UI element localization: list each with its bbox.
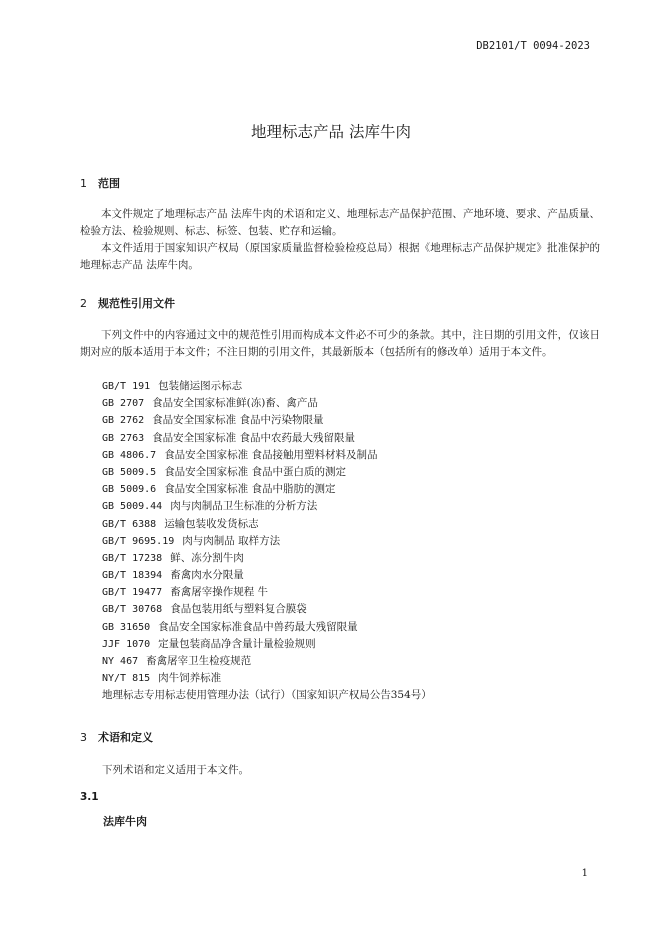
reference-code: GB 31650 <box>102 621 151 633</box>
term-name: 法库牛肉 <box>103 815 147 828</box>
reference-item <box>102 481 432 498</box>
reference-code: JJF 1070 <box>102 638 151 650</box>
section-3-intro: 下列术语和定义适用于本文件。 <box>102 764 249 776</box>
reference-item <box>102 533 432 550</box>
reference-item <box>102 584 432 601</box>
reference-name: 食品安全国家标准 食品中蛋白质的测定 <box>164 465 347 478</box>
reference-item <box>102 619 432 636</box>
reference-item <box>102 516 432 533</box>
reference-name: 食品安全国家标准 食品中脂肪的测定 <box>164 483 336 496</box>
reference-code: GB 2762 <box>102 415 145 427</box>
reference-item <box>102 498 432 515</box>
reference-name: 包装储运图示标志 <box>158 380 243 392</box>
reference-name: 畜禽屠宰操作规程 牛 <box>170 586 269 599</box>
reference-code: GB/T 191 <box>102 381 151 392</box>
reference-code: NY 467 <box>102 656 139 667</box>
reference-name: 食品包装用纸与塑料复合膜袋 <box>170 603 307 616</box>
reference-name: 食品安全国家标准鲜(冻)畜、禽产品 <box>152 397 318 410</box>
reference-name: 定量包装商品净含量计量检验规则 <box>158 637 316 650</box>
reference-item <box>102 601 432 618</box>
reference-item <box>102 412 432 429</box>
section-title: 术语和定义 <box>98 731 153 744</box>
reference-name: 肉与肉制品 取样方法 <box>182 534 281 547</box>
reference-code: GB/T 30768 <box>102 604 163 616</box>
reference-item <box>102 430 432 447</box>
section-number: 2 <box>80 297 87 310</box>
reference-code: GB 4806.7 <box>102 449 157 461</box>
section-1-paragraph-1: 本文件规定了地理标志产品 法库牛肉的术语和定义、地理标志产品保护范围、产地环境、要求、产品质量、检验方法、检验规则、标志、标签、包装、贮存和运输。 <box>80 208 600 237</box>
reference-name: 畜禽屠宰卫生检疫规范 <box>146 655 252 667</box>
reference-code: GB 2763 <box>102 432 145 444</box>
reference-code: GB 2707 <box>102 398 145 410</box>
reference-name: 肉牛饲养标准 <box>158 672 222 685</box>
section-number: 1 <box>80 177 87 190</box>
document-code: DB2101/T 0094-2023 <box>476 40 590 52</box>
document-title: 地理标志产品 法库牛肉 <box>251 123 411 141</box>
reference-code: GB/T 18394 <box>102 570 163 582</box>
reference-item <box>102 567 432 584</box>
reference-code: GB 5009.44 <box>102 501 163 513</box>
reference-code: GB/T 6388 <box>102 518 157 530</box>
reference-list <box>102 378 432 705</box>
section-1-paragraph-2: 本文件适用于国家知识产权局（原国家质量监督检验检疫总局）根据《地理标志产品保护规定》批准保护的地理标志产品 法库牛肉。 <box>80 242 600 271</box>
section-title: 范围 <box>98 177 120 190</box>
subclause-number: 3.1 <box>80 791 99 803</box>
reference-code: GB/T 17238 <box>102 552 163 564</box>
section-title: 规范性引用文件 <box>98 297 175 310</box>
reference-code: GB 5009.5 <box>102 466 157 478</box>
reference-code: GB/T 19477 <box>102 587 163 599</box>
reference-name: 食品安全国家标准 食品接触用塑料材料及制品 <box>164 448 378 461</box>
section-2-intro: 下列文件中的内容通过文中的规范性引用而构成本文件必不可少的条款。其中，注日期的引用文件，仅该日期对应的版本适用于本文件；不注日期的引用文件，其最新版本（包括所有的修改单）适用于本文件。 <box>80 329 600 358</box>
reference-item <box>102 550 432 567</box>
section-3-heading <box>80 729 153 745</box>
reference-item-extra <box>102 687 432 704</box>
page-number: 1 <box>581 868 588 879</box>
reference-item <box>102 395 432 412</box>
reference-code: GB/T 9695.19 <box>102 535 175 547</box>
reference-code: GB 5009.6 <box>102 484 157 496</box>
reference-name: 鲜、冻分割牛肉 <box>170 551 244 564</box>
reference-name: 食品安全国家标准 食品中污染物限量 <box>152 414 324 427</box>
reference-name: 运输包装收发货标志 <box>164 517 259 530</box>
reference-item <box>102 447 432 464</box>
reference-item <box>102 653 432 670</box>
reference-code: NY/T 815 <box>102 673 151 685</box>
reference-name: 食品安全国家标准食品中兽药最大残留限量 <box>158 620 358 633</box>
reference-name: 肉与肉制品卫生标准的分析方法 <box>170 500 318 513</box>
reference-item <box>102 670 432 687</box>
section-number: 3 <box>80 731 87 744</box>
reference-item <box>102 464 432 481</box>
section-1-heading <box>80 175 120 191</box>
reference-name: 畜禽肉水分限量 <box>170 569 244 582</box>
reference-name: 地理标志专用标志使用管理办法（试行）（国家知识产权局公告354号） <box>102 689 432 702</box>
section-2-heading <box>80 295 175 311</box>
reference-name: 食品安全国家标准 食品中农药最大残留限量 <box>152 431 355 444</box>
reference-item <box>102 636 432 653</box>
reference-item <box>102 378 432 395</box>
